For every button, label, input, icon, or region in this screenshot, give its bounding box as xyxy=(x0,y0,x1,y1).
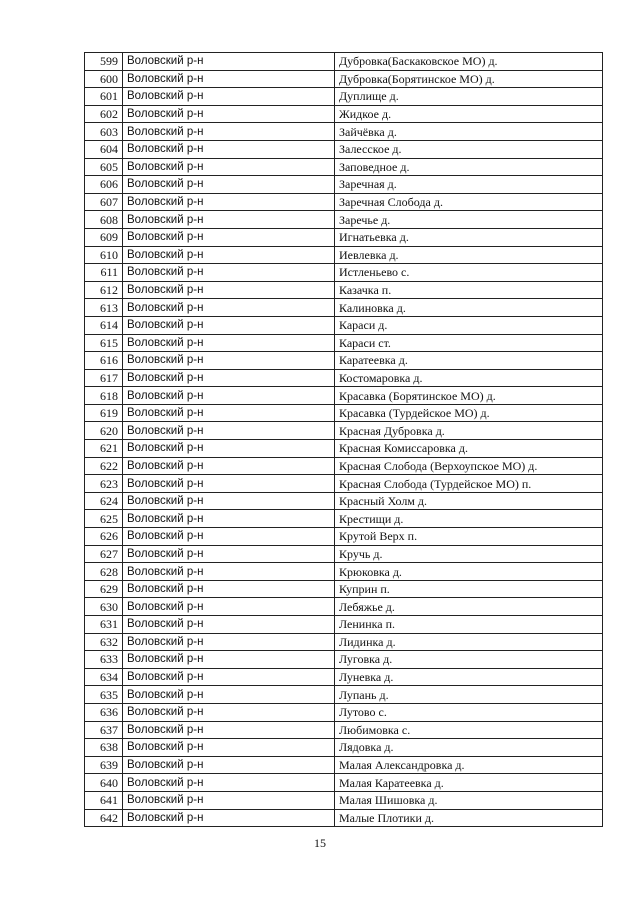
district-cell: Воловский р-н xyxy=(123,387,335,405)
row-number-cell: 621 xyxy=(85,440,123,458)
locality-cell: Караси д. xyxy=(335,316,603,334)
table-row xyxy=(85,316,603,334)
locality-cell: Залесское д. xyxy=(335,140,603,158)
district-cell: Воловский р-н xyxy=(123,246,335,264)
district-cell: Воловский р-н xyxy=(123,545,335,563)
locality-cell: Лидинка д. xyxy=(335,633,603,651)
district-cell: Воловский р-н xyxy=(123,281,335,299)
row-number-cell: 600 xyxy=(85,70,123,88)
locality-cell: Ленинка п. xyxy=(335,616,603,634)
table-row xyxy=(85,53,603,71)
district-cell: Воловский р-н xyxy=(123,334,335,352)
table-row xyxy=(85,457,603,475)
locality-cell: Красный Холм д. xyxy=(335,492,603,510)
table-row xyxy=(85,246,603,264)
locality-cell: Зайчёвка д. xyxy=(335,123,603,141)
district-cell: Воловский р-н xyxy=(123,668,335,686)
locality-cell: Луневка д. xyxy=(335,668,603,686)
row-number-cell: 611 xyxy=(85,264,123,282)
locality-cell: Лутово с. xyxy=(335,703,603,721)
table-row xyxy=(85,739,603,757)
locality-cell: Красная Комиссаровка д. xyxy=(335,440,603,458)
district-cell: Воловский р-н xyxy=(123,264,335,282)
locality-cell: Лядовка д. xyxy=(335,739,603,757)
locality-cell: Любимовка с. xyxy=(335,721,603,739)
locality-cell: Крутой Верх п. xyxy=(335,528,603,546)
district-cell: Воловский р-н xyxy=(123,492,335,510)
locality-cell: Иевлевка д. xyxy=(335,246,603,264)
district-cell: Воловский р-н xyxy=(123,756,335,774)
district-cell: Воловский р-н xyxy=(123,404,335,422)
district-cell: Воловский р-н xyxy=(123,140,335,158)
district-cell: Воловский р-н xyxy=(123,53,335,71)
table-row xyxy=(85,334,603,352)
district-cell: Воловский р-н xyxy=(123,528,335,546)
locality-cell: Лебяжье д. xyxy=(335,598,603,616)
row-number-cell: 606 xyxy=(85,176,123,194)
table-row xyxy=(85,422,603,440)
row-number-cell: 641 xyxy=(85,791,123,809)
district-cell: Воловский р-н xyxy=(123,721,335,739)
locality-cell: Малая Каратеевка д. xyxy=(335,774,603,792)
table-row xyxy=(85,299,603,317)
locality-cell: Дубровка(Борятинское МО) д. xyxy=(335,70,603,88)
row-number-cell: 634 xyxy=(85,668,123,686)
row-number-cell: 637 xyxy=(85,721,123,739)
row-number-cell: 613 xyxy=(85,299,123,317)
locality-cell: Заречная Слобода д. xyxy=(335,193,603,211)
district-cell: Воловский р-н xyxy=(123,563,335,581)
table-row xyxy=(85,440,603,458)
table-row xyxy=(85,668,603,686)
district-cell: Воловский р-н xyxy=(123,352,335,370)
district-cell: Воловский р-н xyxy=(123,193,335,211)
locality-cell: Каратеевка д. xyxy=(335,352,603,370)
district-cell: Воловский р-н xyxy=(123,616,335,634)
locality-cell: Дуплище д. xyxy=(335,88,603,106)
locality-cell: Заповедное д. xyxy=(335,158,603,176)
district-cell: Воловский р-н xyxy=(123,316,335,334)
table-row xyxy=(85,387,603,405)
table-row xyxy=(85,158,603,176)
district-cell: Воловский р-н xyxy=(123,105,335,123)
locality-cell: Красная Дубровка д. xyxy=(335,422,603,440)
district-cell: Воловский р-н xyxy=(123,651,335,669)
table-row xyxy=(85,756,603,774)
locality-cell: Калиновка д. xyxy=(335,299,603,317)
row-number-cell: 607 xyxy=(85,193,123,211)
table-row xyxy=(85,176,603,194)
district-cell: Воловский р-н xyxy=(123,739,335,757)
table-row xyxy=(85,352,603,370)
table-row xyxy=(85,563,603,581)
table-row xyxy=(85,774,603,792)
district-cell: Воловский р-н xyxy=(123,70,335,88)
locality-cell: Красная Слобода (Верхоупское МО) д. xyxy=(335,457,603,475)
locality-cell: Заречная д. xyxy=(335,176,603,194)
row-number-cell: 623 xyxy=(85,475,123,493)
table-row xyxy=(85,404,603,422)
row-number-cell: 642 xyxy=(85,809,123,827)
table-row xyxy=(85,510,603,528)
row-number-cell: 615 xyxy=(85,334,123,352)
locality-cell: Костомаровка д. xyxy=(335,369,603,387)
district-cell: Воловский р-н xyxy=(123,123,335,141)
table-row xyxy=(85,369,603,387)
table-row xyxy=(85,123,603,141)
row-number-cell: 639 xyxy=(85,756,123,774)
table-row xyxy=(85,228,603,246)
locality-cell: Красавка (Турдейское МО) д. xyxy=(335,404,603,422)
row-number-cell: 627 xyxy=(85,545,123,563)
table-row xyxy=(85,193,603,211)
row-number-cell: 616 xyxy=(85,352,123,370)
table-row xyxy=(85,580,603,598)
table-row xyxy=(85,105,603,123)
district-cell: Воловский р-н xyxy=(123,510,335,528)
locality-cell: Красная Слобода (Турдейское МО) п. xyxy=(335,475,603,493)
locality-cell: Казачка п. xyxy=(335,281,603,299)
district-cell: Воловский р-н xyxy=(123,703,335,721)
district-cell: Воловский р-н xyxy=(123,686,335,704)
table-body xyxy=(85,53,603,827)
row-number-cell: 599 xyxy=(85,53,123,71)
locality-cell: Крестищи д. xyxy=(335,510,603,528)
table-row xyxy=(85,492,603,510)
locality-cell: Красавка (Борятинское МО) д. xyxy=(335,387,603,405)
row-number-cell: 617 xyxy=(85,369,123,387)
locality-cell: Кручь д. xyxy=(335,545,603,563)
district-cell: Воловский р-н xyxy=(123,228,335,246)
locality-cell: Заречье д. xyxy=(335,211,603,229)
table-row xyxy=(85,281,603,299)
table-row xyxy=(85,651,603,669)
district-cell: Воловский р-н xyxy=(123,176,335,194)
district-cell: Воловский р-н xyxy=(123,809,335,827)
district-cell: Воловский р-н xyxy=(123,369,335,387)
row-number-cell: 640 xyxy=(85,774,123,792)
row-number-cell: 603 xyxy=(85,123,123,141)
locality-cell: Куприн п. xyxy=(335,580,603,598)
row-number-cell: 610 xyxy=(85,246,123,264)
table-row xyxy=(85,88,603,106)
locality-cell: Дубровка(Баскаковское МО) д. xyxy=(335,53,603,71)
district-cell: Воловский р-н xyxy=(123,158,335,176)
locality-cell: Крюковка д. xyxy=(335,563,603,581)
row-number-cell: 624 xyxy=(85,492,123,510)
locality-cell: Малые Плотики д. xyxy=(335,809,603,827)
row-number-cell: 608 xyxy=(85,211,123,229)
district-cell: Воловский р-н xyxy=(123,475,335,493)
row-number-cell: 630 xyxy=(85,598,123,616)
table-row xyxy=(85,598,603,616)
row-number-cell: 638 xyxy=(85,739,123,757)
district-cell: Воловский р-н xyxy=(123,422,335,440)
table-row xyxy=(85,545,603,563)
district-cell: Воловский р-н xyxy=(123,457,335,475)
table-row xyxy=(85,140,603,158)
table-row xyxy=(85,809,603,827)
row-number-cell: 632 xyxy=(85,633,123,651)
row-number-cell: 602 xyxy=(85,105,123,123)
table-row xyxy=(85,70,603,88)
locality-cell: Жидкое д. xyxy=(335,105,603,123)
row-number-cell: 605 xyxy=(85,158,123,176)
row-number-cell: 612 xyxy=(85,281,123,299)
table-row xyxy=(85,721,603,739)
row-number-cell: 635 xyxy=(85,686,123,704)
localities-table xyxy=(84,52,603,827)
district-cell: Воловский р-н xyxy=(123,774,335,792)
table-row xyxy=(85,264,603,282)
row-number-cell: 633 xyxy=(85,651,123,669)
table-row xyxy=(85,211,603,229)
row-number-cell: 619 xyxy=(85,404,123,422)
locality-cell: Игнатьевка д. xyxy=(335,228,603,246)
locality-cell: Малая Александровка д. xyxy=(335,756,603,774)
row-number-cell: 626 xyxy=(85,528,123,546)
locality-cell: Истленьево с. xyxy=(335,264,603,282)
locality-cell: Лупань д. xyxy=(335,686,603,704)
district-cell: Воловский р-н xyxy=(123,580,335,598)
table-row xyxy=(85,616,603,634)
row-number-cell: 614 xyxy=(85,316,123,334)
row-number-cell: 604 xyxy=(85,140,123,158)
district-cell: Воловский р-н xyxy=(123,791,335,809)
district-cell: Воловский р-н xyxy=(123,299,335,317)
table-row xyxy=(85,633,603,651)
row-number-cell: 618 xyxy=(85,387,123,405)
row-number-cell: 631 xyxy=(85,616,123,634)
row-number-cell: 629 xyxy=(85,580,123,598)
row-number-cell: 628 xyxy=(85,563,123,581)
page-number: 15 xyxy=(314,836,326,850)
district-cell: Воловский р-н xyxy=(123,598,335,616)
row-number-cell: 622 xyxy=(85,457,123,475)
row-number-cell: 625 xyxy=(85,510,123,528)
locality-cell: Караси ст. xyxy=(335,334,603,352)
table-row xyxy=(85,475,603,493)
table-row xyxy=(85,528,603,546)
district-cell: Воловский р-н xyxy=(123,88,335,106)
row-number-cell: 601 xyxy=(85,88,123,106)
district-cell: Воловский р-н xyxy=(123,211,335,229)
locality-cell: Луговка д. xyxy=(335,651,603,669)
row-number-cell: 609 xyxy=(85,228,123,246)
table-row xyxy=(85,791,603,809)
row-number-cell: 636 xyxy=(85,703,123,721)
row-number-cell: 620 xyxy=(85,422,123,440)
district-cell: Воловский р-н xyxy=(123,440,335,458)
table-row xyxy=(85,686,603,704)
table-row xyxy=(85,703,603,721)
locality-cell: Малая Шишовка д. xyxy=(335,791,603,809)
district-cell: Воловский р-н xyxy=(123,633,335,651)
